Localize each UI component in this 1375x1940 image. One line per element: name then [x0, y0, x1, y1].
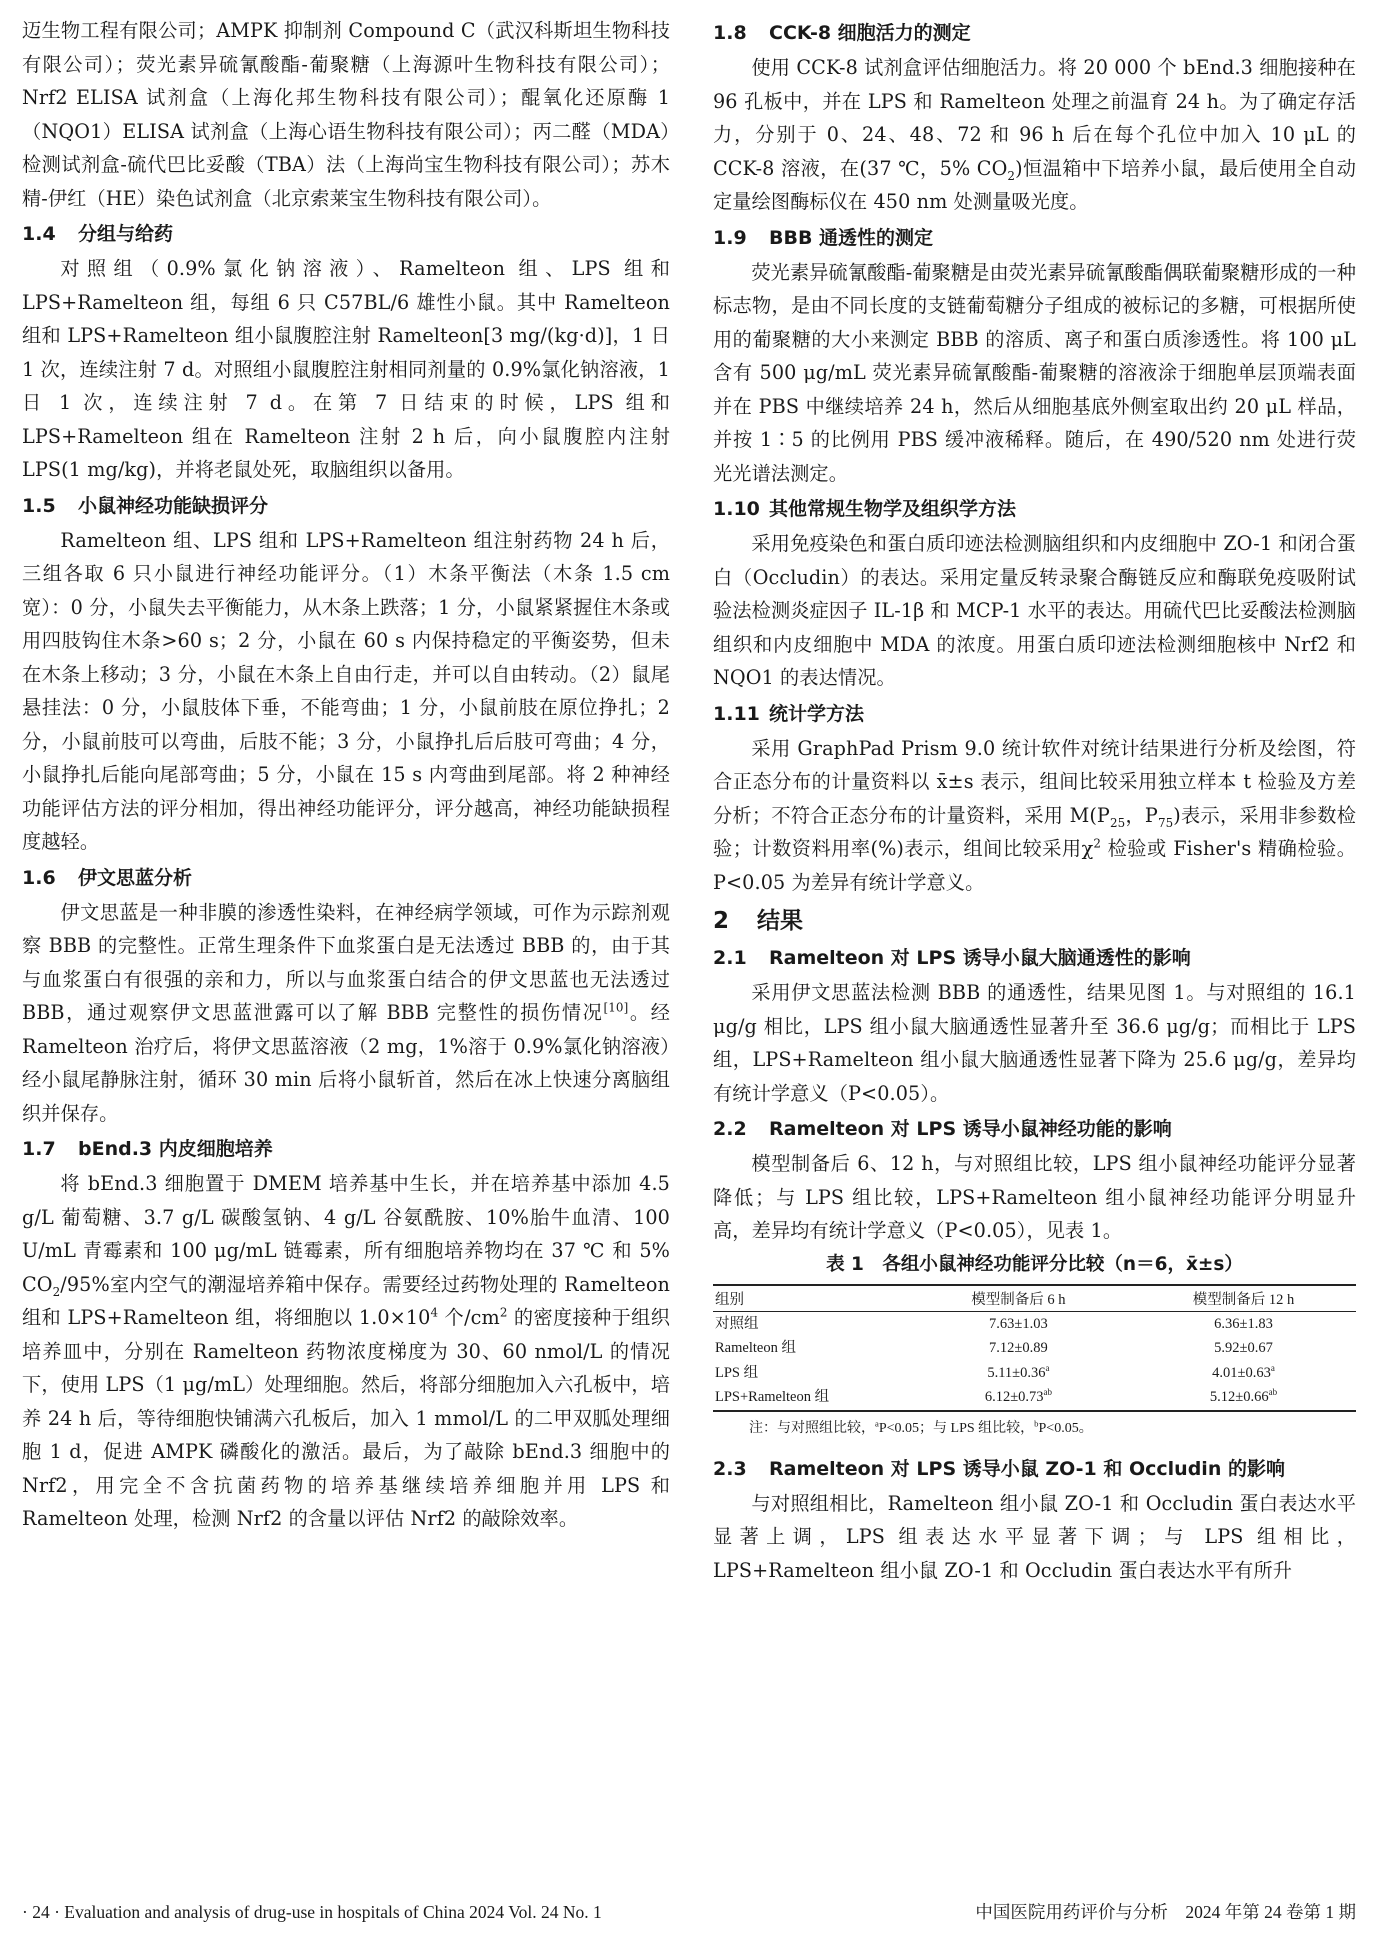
note-text: 注：与对照组比较， [749, 1420, 875, 1436]
section-number: 1.6 [22, 866, 56, 889]
paragraph-1-10 [713, 527, 1356, 695]
cell-value: 6.36±1.83 [1214, 1315, 1273, 1332]
cell-value: 6.12±0.73 [984, 1389, 1044, 1405]
section-heading-1-10 [713, 492, 1356, 526]
section-heading-1-6 [22, 861, 670, 895]
section-number: 1.9 [713, 226, 747, 249]
subscript: 2 [1007, 168, 1016, 183]
table-cell-12h [1131, 1385, 1356, 1411]
table-row [713, 1385, 1356, 1411]
section-number: 1.10 [713, 498, 760, 520]
table-cell-6h [906, 1385, 1131, 1411]
table-cell-group: LPS 组 [715, 1364, 759, 1381]
results-table [713, 1284, 1356, 1412]
paragraph-2-3 [713, 1487, 1356, 1588]
section-heading-2-1 [713, 941, 1356, 975]
subscript: 2 [52, 1284, 61, 1299]
section-heading-1-8 [713, 16, 1356, 50]
right-column [713, 14, 1356, 1587]
table-header-cell: 组别 [713, 1285, 906, 1312]
section-title: 分组与给药 [78, 223, 174, 245]
paragraph-text: ，P [1125, 803, 1158, 827]
section-title: bEnd.3 内皮细胞培养 [78, 1138, 273, 1160]
table-caption: 表 1 各组小鼠神经功能评分比较（n＝6，x̄±s） [826, 1253, 1243, 1275]
table-cell-12h [1131, 1336, 1356, 1361]
paragraph-text: 采用伊文思蓝法检测 BBB 的通透性，结果见图 1。与对照组的 16.1 μg/g 相比，LPS 组小鼠大脑通透性显著升至 36.6 μg/g；而相比于 LPS 组，LPS+Ramelteon 组小鼠大脑通透性显著下降为 25.6 μg/g，差异均有统计学意义（P<0.05）。 [713, 981, 1356, 1105]
paragraph-2-1 [713, 976, 1356, 1110]
paragraph-text: /95%室内空气的潮湿培养箱中保存。需要经过药物处理的 Ramelteon 组和 LPS+Ramelteon 组，将细胞以 1.0×10 [22, 1272, 670, 1329]
section-title: Ramelteon 对 LPS 诱导小鼠神经功能的影响 [769, 1118, 1172, 1140]
cell-value: 5.92±0.67 [1214, 1340, 1273, 1356]
section-heading-2-2 [713, 1112, 1356, 1146]
section-heading-1-11 [713, 697, 1356, 731]
section-number: 1.4 [22, 223, 56, 245]
paragraph-text: 使用 CCK-8 试剂盒评估细胞活力。将 20 000 个 bEnd.3 细胞接种在 96 孔板中，并在 LPS 和 Ramelteon 处理之前温育 24 h。为了确定存活力，分别于 0、24、48、72 和 96 h 后在每个孔位中加入 10 μL 的 CCK-8 溶液，在(37 ℃，5% CO [713, 56, 1356, 180]
section-title: 其他常规生物学及组织学方法 [769, 498, 1017, 520]
section-heading-1-5 [22, 489, 670, 523]
superscript: a [875, 1417, 879, 1428]
table-note [749, 1416, 1356, 1442]
table-row [713, 1336, 1356, 1361]
superscript: 2 [1093, 836, 1101, 851]
section-number: 1.8 [713, 22, 747, 44]
table-header-cell: 模型制备后 6 h [906, 1285, 1131, 1312]
table-cell-12h [1131, 1311, 1356, 1336]
paragraph-1-11 [713, 732, 1356, 900]
section-heading-1-9 [713, 221, 1356, 255]
section-number: 2 [713, 908, 730, 934]
section-heading-2-3 [713, 1452, 1356, 1486]
section-number: 2.2 [713, 1118, 747, 1140]
section-number: 2.1 [713, 947, 747, 969]
significance-mark: a [1045, 1362, 1050, 1373]
section-title: 统计学方法 [769, 702, 865, 725]
paragraph-text: 检验或 Fisher's 精确检验。P<0.05 为差异有统计学意义。 [713, 837, 1357, 894]
paragraph-text: 荧光素异硫氰酸酯-葡聚糖是由荧光素异硫氰酸酯偶联葡聚糖形成的一种标志物，是由不同长度的支链葡萄糖分子组成的被标记的多糖，可根据所使用的葡聚糖的大小来测定 BBB 的溶质、离子和蛋白质渗透性。将 100 μL 含有 500 μg/mL 荧光素异硫氰酸酯-葡聚糖的溶液涂于细胞单层顶端表面并在 PBS 中继续培养 24 h，然后从细胞基底外侧室取出约 20 μL 样品，并按 1∶5 的比例用 PBS 缓冲液稀释。随后，在 490/520 nm 处进行荧光光谱法测定。 [713, 260, 1356, 485]
cell-value: 5.12±0.66 [1209, 1389, 1269, 1405]
paragraph-text: Ramelteon 组、LPS 组和 LPS+Ramelteon 组注射药物 24 h 后，三组各取 6 只小鼠进行神经功能评分。（1）木条平衡法（木条 1.5 cm 宽）：0 分，小鼠失去平衡能力，从木条上跌落；1 分，小鼠紧紧握住木条或用四肢钩住木条>60 s；2 分，小鼠在 60 s 内保持稳定的平衡姿势，但未在木条上移动；3 分，小鼠在木条上自由行走，并可以自由转动。（2）鼠尾悬挂法：0 分，小鼠肢体下垂，不能弯曲；1 分，小鼠前肢在原位挣扎；2 分，小鼠前肢可以弯曲，后肢不能；3 分，小鼠挣扎后后肢可弯曲；4 分，小鼠挣扎后能向尾部弯曲；5 分，小鼠在 15 s 内弯曲到尾部。将 2 种神经功能评估方法的评分相加，得出神经功能评分，评分越高，神经功能缺损程度越轻。 [22, 528, 670, 853]
superscript: 2 [499, 1305, 508, 1320]
paragraph-text: 将 bEnd.3 细胞置于 DMEM 培养基中生长，并在培养基中添加 4.5 g/L 葡萄糖、3.7 g/L 碳酸氢钠、4 g/L 谷氨酰胺、10%胎牛血清、100 U/mL 青霉素和 100 μg/mL 链霉素，所有细胞培养物均在 37 ℃ 和 5% CO [22, 1172, 670, 1296]
table-cell-group: LPS+Ramelteon 组 [715, 1389, 830, 1405]
significance-mark: ab [1268, 1387, 1278, 1398]
section-title: 结果 [757, 908, 803, 934]
note-text: P<0.05。 [1038, 1420, 1093, 1436]
section-heading-1-4 [22, 217, 670, 251]
table-cell-12h [1131, 1361, 1356, 1386]
paragraph-text: 采用免疫染色和蛋白质印迹法检测脑组织和内皮细胞中 ZO-1 和闭合蛋白（Occludin）的表达。采用定量反转录聚合酶链反应和酶联免疫吸附试验法检测炎症因子 IL-1β 和 MCP-1 水平的表达。用硫代巴比妥酸法检测脑组织和内皮细胞中 MDA 的浓度。用蛋白质印迹法检测细胞核中 Nrf2 和 NQO1 的表达情况。 [713, 532, 1356, 689]
paragraph-text: 采用 GraphPad Prism 9.0 统计软件对统计结果进行分析及绘图，符合正态分布的计量资料以 x̄±s 表示，组间比较采用独立样本 t 检验及方差分析；不符合正态分布的计量资料，采用 M(P [713, 736, 1356, 827]
section-number: 1.11 [713, 702, 760, 725]
section-heading-2 [713, 903, 1356, 939]
section-title: Ramelteon 对 LPS 诱导小鼠 ZO-1 和 Occludin 的影响 [769, 1457, 1285, 1480]
paragraph-text: 模型制备后 6、12 h，与对照组比较，LPS 组小鼠神经功能评分显著降低；与 LPS 组比较，LPS+Ramelteon 组小鼠神经功能评分明显升高，差异均有统计学意义（P<0.05），见表 1。 [713, 1152, 1356, 1242]
paragraph-text: 对照组（0.9%氯化钠溶液）、Ramelteon 组、LPS 组和 LPS+Ramelteon 组，每组 6 只 C57BL/6 雄性小鼠。其中 Ramelteon 组和 LPS+Ramelteon 组小鼠腹腔注射 Ramelteon[3 mg/(kg·d)]，1 日 1 次，连续注射 7 d。对照组小鼠腹腔注射相同剂量的 0.9%氯化钠溶液，1 日 1 次，连续注射 7 d。在第 7 日结束的时候，LPS 组和 LPS+Ramelteon 组在 Ramelteon 注射 2 h 后，向小鼠腹腔内注射 LPS(1 mg/kg)，并将老鼠处死，取脑组织以备用。 [22, 257, 670, 481]
paragraph-text: )恒温箱中下培养小鼠，最后使用全自动定量绘图酶标仪在 450 nm 处测量吸光度。 [713, 156, 1356, 213]
table-cell-group: 对照组 [715, 1315, 759, 1332]
section-title: 小鼠神经功能缺损评分 [78, 494, 269, 517]
section-number: 2.3 [713, 1457, 747, 1480]
table-row [713, 1361, 1356, 1386]
left-column [22, 14, 670, 1536]
cell-value: 7.63±1.03 [989, 1315, 1048, 1332]
subscript: 25 [1109, 815, 1126, 830]
citation-ref: [10] [603, 1000, 629, 1015]
table-cell-group: Ramelteon 组 [715, 1340, 796, 1356]
paragraph-1-5 [22, 524, 670, 859]
paragraph-text: 迈生物工程有限公司；AMPK 抑制剂 Compound C（武汉科斯坦生物科技有限公司）；荧光素异硫氰酸酯-葡聚糖（上海源叶生物科技有限公司）；Nrf2 ELISA 试剂盒（上海化邦生物科技有限公司）；醌氧化还原酶 1（NQO1）ELISA 试剂盒（上海心语生物科技有限公司）；丙二醛（MDA）检测试剂盒-硫代巴比妥酸（TBA）法（上海尚宝生物科技有限公司）；苏木精-伊红（HE）染色试剂盒（北京索莱宝生物科技有限公司）。 [22, 19, 670, 210]
paragraph-2-2 [713, 1147, 1356, 1248]
paragraph-text: 与对照组相比，Ramelteon 组小鼠 ZO-1 和 Occludin 蛋白表达水平显著上调，LPS 组表达水平显著下调；与 LPS 组相比，LPS+Ramelteon 组小鼠 ZO-1 和 Occludin 蛋白表达水平有所升 [713, 1491, 1356, 1582]
paragraph-1-8 [713, 51, 1356, 219]
table-cell-6h [906, 1361, 1131, 1386]
section-number: 1.7 [22, 1138, 56, 1160]
note-text: P<0.05；与 LPS 组比较， [878, 1420, 1035, 1436]
section-title: Ramelteon 对 LPS 诱导小鼠大脑通透性的影响 [769, 947, 1191, 969]
table-header-cell: 模型制备后 12 h [1131, 1285, 1356, 1312]
cell-value: 4.01±0.63 [1212, 1364, 1271, 1381]
table-row [713, 1311, 1356, 1336]
significance-mark: a [1270, 1362, 1275, 1373]
paragraph-text: 的密度接种于组织培养皿中，分别在 Ramelteon 药物浓度梯度为 30、60 nmol/L 的情况下，使用 LPS（1 μg/mL）处理细胞。然后，将部分细胞加入六孔板中，培养 24 h 后，等待细胞快铺满六孔板后，加入 1 mmol/L 的二甲双胍处理细胞 1 d，促进 AMPK 磷酸化的激活。最后，为了敲除 bEnd.3 细胞中的 Nrf2，用完全不含抗菌药物的培养基继续培养细胞并用 LPS 和 Ramelteon 处理，检测 Nrf2 的含量以评估 Nrf2 的敲除效率。 [22, 1306, 670, 1530]
section-title: 伊文思蓝分析 [78, 866, 193, 889]
paragraph-text: 。经 Ramelteon 治疗后，将伊文思蓝溶液（2 mg，1%溶于 0.9%氯化钠溶液）经小鼠尾静脉注射，循环 30 min 后将小鼠斩首，然后在冰上快速分离脑组织并保存。 [22, 1001, 671, 1125]
section-heading-1-7 [22, 1132, 670, 1166]
table-cell-6h [906, 1311, 1131, 1336]
footer-left: · 24 · Evaluation and analysis of drug-use in hospitals of China 2024 Vol. 24 No. 1 [22, 1902, 602, 1922]
paragraph-text: )表示，采用非参数检验；计数资料用率(%)表示，组间比较采用χ [713, 803, 1356, 860]
superscript: 4 [430, 1305, 439, 1320]
paragraph-1-6 [22, 896, 670, 1131]
paragraph-1-9 [713, 256, 1356, 491]
section-title: CCK-8 细胞活力的测定 [769, 22, 971, 44]
footer-right: 中国医院用药评价与分析 2024 年第 24 卷第 1 期 [975, 1902, 1356, 1922]
page-footer [22, 1897, 1356, 1927]
significance-mark: ab [1043, 1387, 1053, 1398]
paragraph-text: 个/cm [438, 1306, 500, 1329]
paragraph-1-4 [22, 252, 670, 487]
section-title: BBB 通透性的测定 [769, 226, 934, 249]
superscript: b [1034, 1417, 1039, 1428]
paragraph-1-7 [22, 1167, 670, 1536]
paragraph-reagents [22, 14, 670, 215]
section-number: 1.5 [22, 494, 56, 517]
table-cell-6h [906, 1336, 1131, 1361]
cell-value: 5.11±0.36 [987, 1364, 1046, 1381]
cell-value: 7.12±0.89 [989, 1340, 1048, 1356]
table-header-row [713, 1285, 1356, 1312]
paragraph-text: 伊文思蓝是一种非膜的渗透性染料，在神经病学领域，可作为示踪剂观察 BBB 的完整性。正常生理条件下血浆蛋白是无法透过 BBB 的，由于其与血浆蛋白有很强的亲和力，所以与血浆蛋白结合的伊文思蓝也无法透过 BBB，通过观察伊文思蓝泄露可以了解 BBB 完整性的损伤情况 [22, 900, 670, 1024]
subscript: 75 [1157, 815, 1174, 830]
